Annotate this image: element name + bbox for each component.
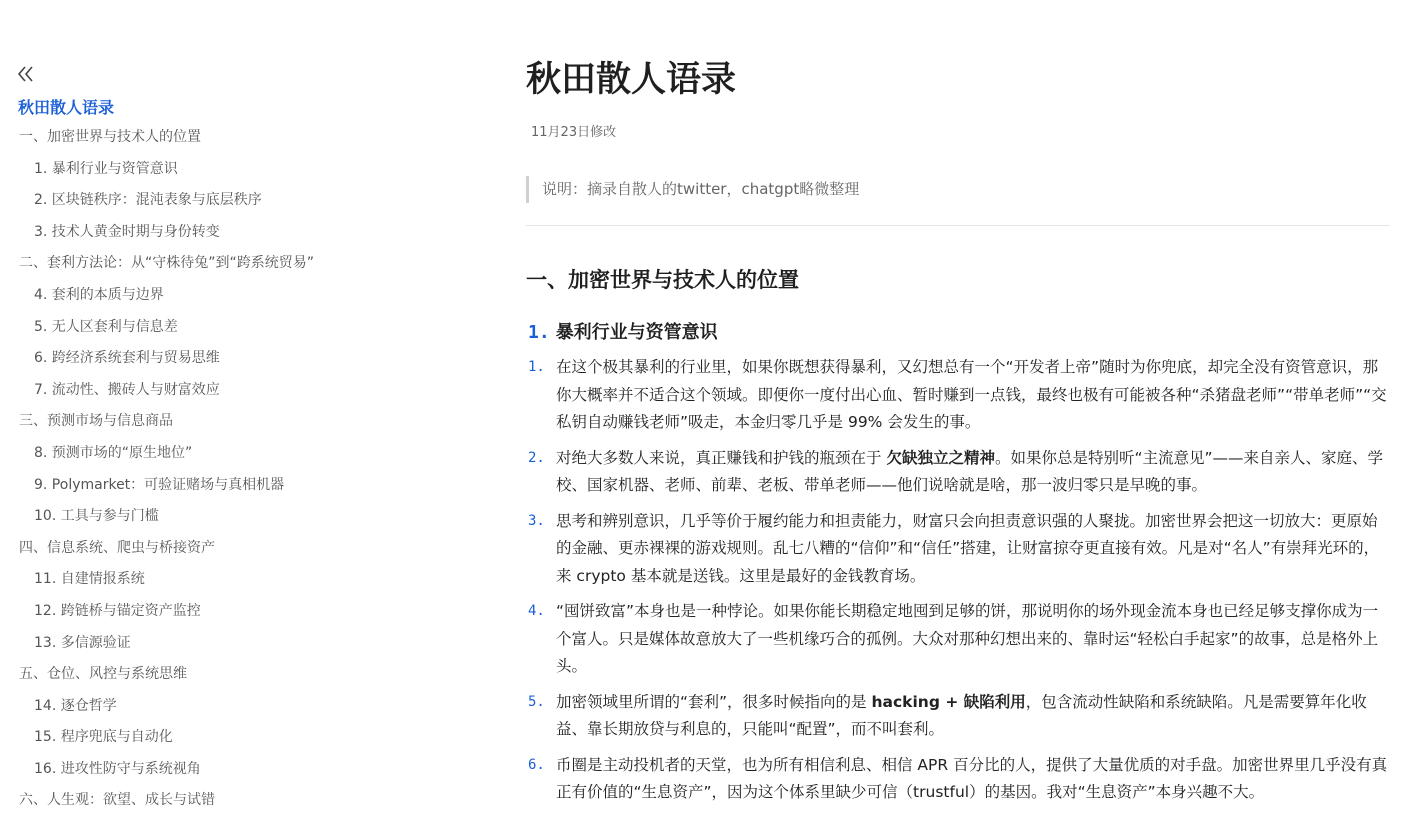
blockquote-note: [526, 176, 1386, 203]
list-text: 思考和辨别意识，几乎等价于履约能力和担责能力，财富只会向担责意识强的人聚拢。加密世界会把这一切放大：更原始的金融、更赤裸裸的游戏规则。乱七八糟的“信仰”和“信任”搭建，让财富掠夺更直接有效。凡是对“名人”有崇拜光环的，来 crypto 基本就是送钱。这里是最好的金钱教育场。: [556, 511, 1380, 585]
list-number: 1.: [528, 359, 545, 375]
list-text-bold: 欠缺独立之精神: [886, 448, 995, 467]
list-text: 在这个极其暴利的行业里，如果你既想获得暴利，又幻想总有一个“开发者上帝”随时为你兜底，却完全没有资管意识，那你大概率并不适合这个领域。即便你一度付出心血、暂时赚到一点钱，最终也极有可能被各种“杀猪盘老师”“带单老师”“交私钥自动赚钱老师”吸走，本金归零几乎是 99% 会发生的事。: [556, 358, 1387, 431]
toc-item[interactable]: 6. 跨经济系统套利与贸易思维: [34, 350, 220, 367]
toc-item[interactable]: 2. 区块链秩序：混沌表象与底层秩序: [34, 192, 262, 209]
list-item: [526, 445, 1390, 500]
toc-item[interactable]: 5. 无人区套利与信息差: [34, 318, 178, 335]
toc-item[interactable]: 8. 预测市场的“原生地位”: [34, 444, 193, 461]
toc-list: [0, 126, 470, 821]
toc-item[interactable]: 11. 自建情报系统: [34, 571, 145, 588]
list-text: 对绝大多数人来说，真正赚钱和护钱的瓶颈在于: [556, 448, 887, 467]
toc-item[interactable]: 12. 跨链桥与锚定资产监控: [34, 602, 201, 619]
toc-item[interactable]: 13. 多信源验证: [34, 634, 131, 651]
page-title: 秋田散人语录: [526, 60, 737, 100]
content-list: [526, 354, 1390, 815]
list-item: [526, 752, 1390, 807]
subsection-number: 1.: [528, 322, 550, 343]
toc-item[interactable]: 六、人生观：欲望、成长与试错: [19, 792, 215, 809]
section-heading: 一、加密世界与技术人的位置: [526, 268, 799, 292]
toc-item[interactable]: 一、加密世界与技术人的位置: [19, 129, 201, 145]
toc-item[interactable]: 7. 流动性、搬砖人与财富效应: [34, 381, 220, 398]
toc-item[interactable]: 二、套利方法论：从“守株待兔”到“跨系统贸易”: [19, 255, 315, 272]
list-text-bold: hacking + 缺陷利用: [871, 692, 1026, 711]
toc-item[interactable]: 1. 暴利行业与资管意识: [34, 160, 178, 177]
toc-item[interactable]: 五、仓位、风控与系统思维: [19, 666, 187, 683]
list-text: 加密领域里所谓的“套利”，很多时候指向的是: [556, 692, 872, 711]
list-text: “囤饼致富”本身也是一种悖论。如果你能长期稳定地囤到足够的饼，那说明你的场外现金流本身也已经足够支撑你成为一个富人。只是媒体故意放大了一些机缘巧合的孤例。大众对那种幻想出来的、靠时运“轻松白手起家”的故事，总是格外上头。: [556, 602, 1379, 675]
list-item: [526, 598, 1390, 681]
list-item: [526, 689, 1390, 744]
list-text: 币圈是主动投机者的天堂，也为所有相信利息、相信 APR 百分比的人，提供了大量优质的对手盘。加密世界里几乎没有真正有价值的“生息资产”，因为这个体系里缺少可信（trustful）的基因。我对“生息资产”本身兴趣不大。: [556, 755, 1388, 801]
list-number: 4.: [528, 603, 545, 619]
list-item: [526, 508, 1390, 591]
list-text-tail: 。如果你总是特别听“主流意见”——来自亲人、家庭、学校、国家机器、老师、前辈、老板、带单老师——他们说啥就是啥，那一波归零只是早晚的事。: [556, 448, 1384, 494]
toc-item[interactable]: 16. 进攻性防守与系统视角: [34, 760, 201, 777]
toc-item[interactable]: 3. 技术人黄金时期与身份转变: [34, 223, 220, 240]
toc-item[interactable]: 三、预测市场与信息商品: [19, 413, 173, 430]
toc-item[interactable]: 9. Polymarket：可验证赌场与真相机器: [34, 476, 285, 493]
double-chevron-left-icon[interactable]: [17, 64, 35, 84]
toc-item[interactable]: 4. 套利的本质与边界: [34, 286, 164, 303]
toc-title[interactable]: 秋田散人语录: [18, 98, 115, 117]
list-number: 2.: [528, 449, 545, 466]
list-number: 5.: [528, 693, 545, 710]
note-text: 说明：摘录自散人的twitter，chatgpt略微整理: [542, 180, 860, 198]
toc-item[interactable]: 四、信息系统、爬虫与桥接资产: [19, 539, 215, 556]
toc-sidebar: [0, 0, 470, 809]
list-text-tail: ，包含流动性缺陷和系统缺陷。凡是需要算年化收益、靠长期放贷与利息的，只能叫“配置”，而不叫套利。: [556, 692, 1367, 738]
toc-item[interactable]: 14. 逐仓哲学: [34, 697, 117, 714]
list-number: 6.: [528, 756, 545, 773]
subsection-text: 暴利行业与资管意识: [555, 322, 718, 343]
modified-time: 11月23日修改: [531, 125, 617, 140]
list-item: [526, 354, 1390, 437]
list-number: 3.: [528, 512, 545, 529]
subsection-heading: [528, 318, 718, 344]
toc-item[interactable]: 10. 工具与参与门槛: [34, 508, 159, 525]
toc-item[interactable]: 15. 程序兜底与自动化: [34, 729, 173, 746]
divider: [526, 225, 1390, 226]
